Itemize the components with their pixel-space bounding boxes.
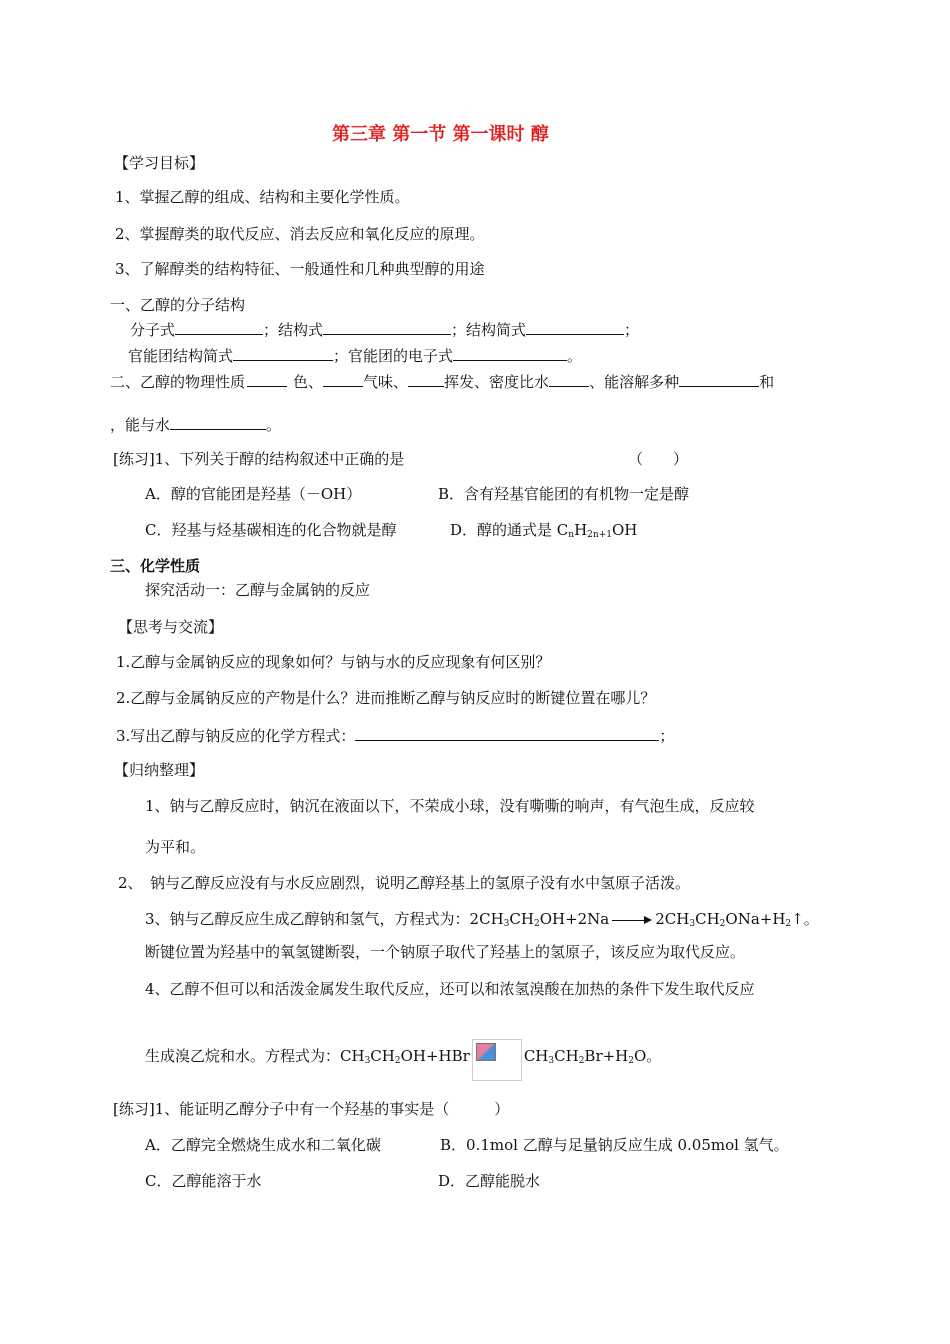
page-title: 第三章 第一节 第一课时 醇 — [332, 124, 549, 145]
blank — [175, 320, 263, 335]
text: 和 — [759, 373, 775, 391]
section-3-heading: 三、化学性质 — [110, 557, 201, 575]
question-2: 2.乙醇与金属钠反应的产物是什么？进而推断乙醇与钠反应时的断键位置在哪儿？ — [116, 689, 656, 707]
text: 3、钠与乙醇反应生成乙醇钠和氢气，方程式为：2CH — [145, 910, 504, 928]
question-3 — [116, 726, 674, 745]
blank — [453, 346, 567, 361]
subscript: 2n+1 — [587, 530, 612, 540]
subscript: 3 — [548, 1056, 555, 1066]
text: D．醇的通式是 C — [450, 521, 569, 539]
label-formula: 分子式 — [130, 321, 176, 339]
summary-point-3-cont: 断键位置为羟基中的氧氢键断裂，一个钠原子取代了羟基上的氢原子，该反应为取代反应。 — [145, 943, 746, 961]
subscript: 2 — [628, 1056, 634, 1066]
structure-line-1 — [130, 320, 639, 339]
text: H — [574, 521, 588, 539]
option-c: C．乙醇能溶于水 — [145, 1172, 262, 1190]
section-1-heading: 一、乙醇的分子结构 — [110, 296, 246, 314]
text: Br+H — [584, 1047, 629, 1065]
label-electron-formula: ；官能团的电子式 — [333, 347, 454, 365]
text: CH — [370, 1047, 395, 1065]
label-structure: ；结构式 — [263, 321, 324, 339]
broken-image-icon — [472, 1039, 522, 1081]
subscript: 3 — [503, 919, 510, 929]
text: OH+2Na — [539, 910, 610, 928]
goal-item: 1、掌握乙醇的组成、结构和主要化学性质。 — [115, 188, 410, 206]
punct: 。 — [567, 347, 583, 365]
text: CH — [695, 910, 720, 928]
option-d — [450, 521, 637, 539]
summary-heading: 【归纳整理】 — [114, 761, 205, 779]
text: 色、 — [293, 373, 324, 391]
blank — [355, 726, 659, 741]
blank — [526, 320, 624, 335]
physical-properties-line-2 — [110, 415, 281, 434]
text: 。 — [266, 416, 282, 434]
summary-point-2: 2、 钠与乙醇反应没有与水反应剧烈，说明乙醇羟基上的氢原子没有水中氢原子活泼。 — [118, 874, 691, 892]
subscript: 3 — [689, 919, 696, 929]
subscript: 2 — [719, 919, 726, 929]
exercise-1-question: [练习]1、下列关于醇的结构叙述中正确的是 — [113, 450, 405, 468]
text: CH — [523, 1047, 549, 1065]
text: 挥发、密度比水 — [444, 373, 550, 391]
activity-1: 探究活动一：乙醇与金属钠的反应 — [145, 581, 371, 599]
answer-paren: （ ） — [628, 450, 689, 468]
summary-point-3 — [145, 910, 819, 928]
blank — [323, 320, 451, 335]
goals-heading: 【学习目标】 — [114, 154, 205, 172]
summary-point-4-cont — [145, 1047, 661, 1089]
text: OH+HBr — [400, 1047, 470, 1065]
text: OH — [611, 521, 638, 539]
subscript: 2 — [533, 919, 540, 929]
label-functional-group: 官能团结构简式 — [128, 347, 234, 365]
section-2-heading: 二、乙醇的物理性质 — [110, 373, 246, 391]
blank — [679, 372, 759, 387]
image-placeholder-icon — [476, 1043, 496, 1061]
text: 2CH — [655, 910, 690, 928]
goal-item: 2、掌握醇类的取代反应、消去反应和氧化反应的原理。 — [115, 225, 485, 243]
option-c: C．羟基与烃基碳相连的化合物就是醇 — [145, 521, 397, 539]
subscript: n — [568, 530, 575, 540]
blank — [247, 372, 287, 387]
blank — [549, 372, 589, 387]
text: ONa+H — [725, 910, 786, 928]
physical-properties-line — [110, 372, 774, 391]
subscript: 2 — [394, 1056, 401, 1066]
summary-point-1: 1、钠与乙醇反应时，钠沉在液面以下，不荣成小球，没有嘶嘶的响声，有气泡生成，反应较 — [145, 797, 755, 815]
text: 生成溴乙烷和水。方程式为：CH — [145, 1047, 365, 1065]
text: 3.写出乙醇与钠反应的化学方程式： — [116, 727, 356, 745]
text: ，能与水 — [110, 416, 171, 434]
label-simplified: ；结构简式 — [451, 321, 527, 339]
think-heading: 【思考与交流】 — [118, 618, 224, 636]
text: 、能溶解多种 — [589, 373, 680, 391]
punct: ； — [624, 321, 640, 339]
text: ↑。 — [791, 910, 819, 928]
goal-item: 3、了解醇类的结构特征、一般通性和几种典型醇的用途 — [115, 260, 485, 278]
question-1: 1.乙醇与金属钠反应的现象如何？与钠与水的反应现象有何区别？ — [116, 653, 551, 671]
option-b: B．0.1mol 乙醇与足量钠反应生成 0.05mol 氢气。 — [440, 1136, 789, 1154]
text: CH — [509, 910, 534, 928]
subscript: 2 — [785, 919, 792, 929]
structure-line-2 — [128, 346, 582, 365]
option-a: A．乙醇完全燃烧生成水和二氧化碳 — [145, 1136, 381, 1154]
option-a: A．醇的官能团是羟基（－OH） — [145, 485, 362, 503]
text: ； — [659, 727, 675, 745]
subscript: 3 — [364, 1056, 371, 1066]
blank — [170, 415, 266, 430]
option-d: D．乙醇能脱水 — [438, 1172, 541, 1190]
text: O。 — [634, 1047, 662, 1065]
blank — [408, 372, 444, 387]
summary-point-1-cont: 为平和。 — [145, 838, 206, 856]
summary-point-4: 4、乙醇不但可以和活泼金属发生取代反应，还可以和浓氢溴酸在加热的条件下发生取代反应 — [145, 980, 755, 998]
reaction-arrow-icon — [612, 915, 652, 925]
blank — [233, 346, 333, 361]
text: CH — [554, 1047, 579, 1065]
blank — [323, 372, 363, 387]
exercise-2-question: [练习]1、能证明乙醇分子中有一个羟基的事实是（ ） — [113, 1100, 510, 1118]
subscript: 2 — [578, 1056, 585, 1066]
text: 气味、 — [363, 373, 409, 391]
option-b: B．含有羟基官能团的有机物一定是醇 — [438, 485, 690, 503]
